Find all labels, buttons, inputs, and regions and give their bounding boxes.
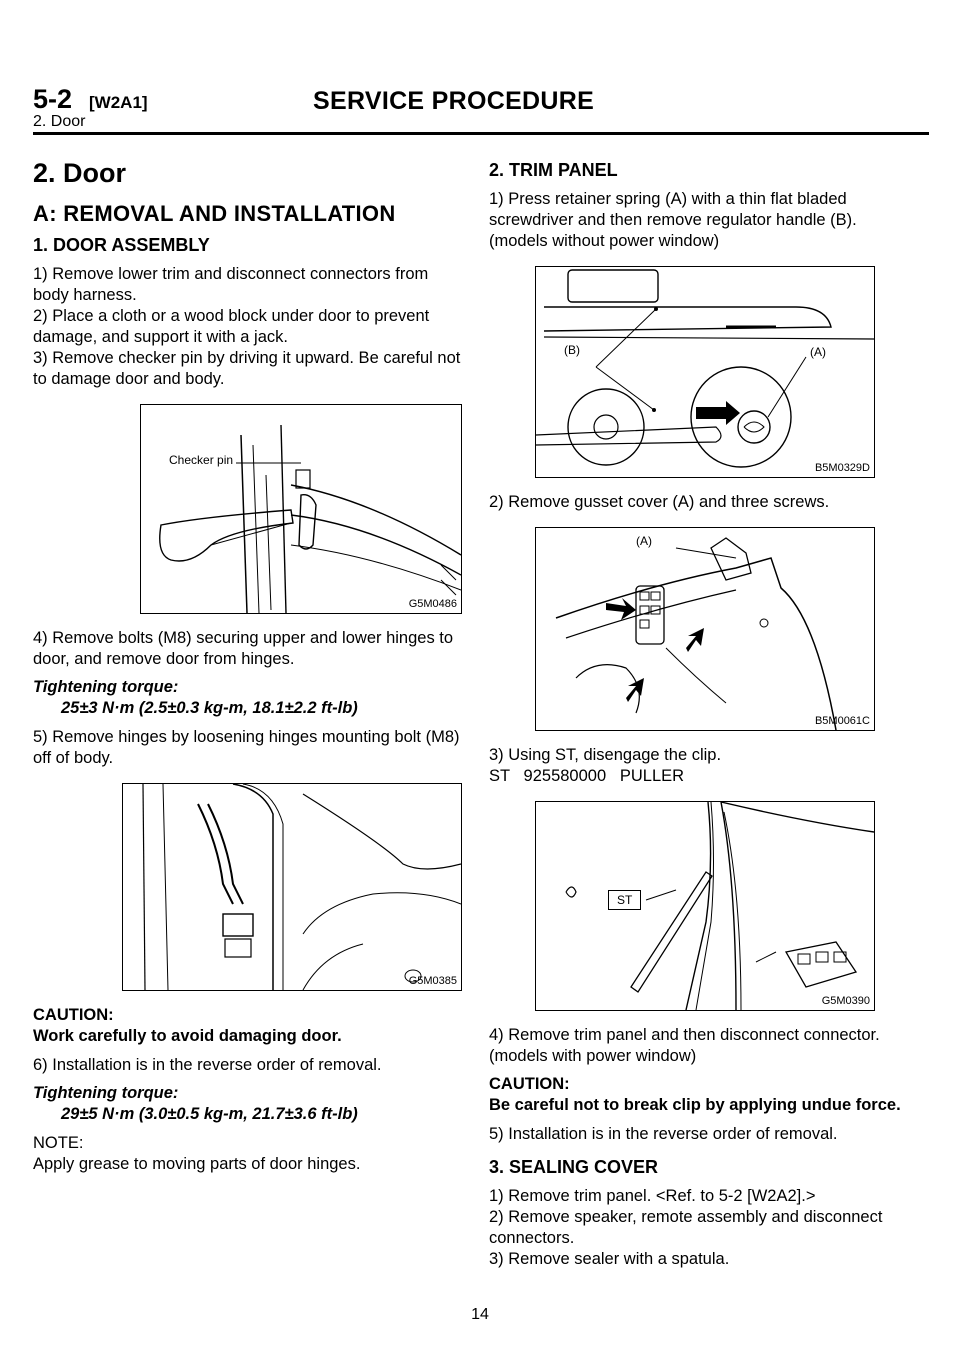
door-assembly-heading: 1. DOOR ASSEMBLY — [33, 235, 210, 255]
callout-a: (A) — [636, 534, 652, 548]
step-text: 4) Remove bolts (M8) securing upper and lower hinges to door, and remove door from hinges. — [33, 629, 454, 668]
step-text: 3) Remove checker pin by driving it upward. Be careful not to damage door and body. — [33, 349, 461, 388]
regulator-handle-illustration — [536, 267, 874, 477]
callout-b: (B) — [564, 343, 580, 357]
page-number: 14 — [471, 1306, 489, 1323]
step-text: 2) Remove speaker, remote assembly and disconnect connectors. — [489, 1208, 883, 1247]
figure-id: B5M0329D — [814, 462, 870, 474]
note-text: Apply grease to moving parts of door hinges. — [33, 1155, 361, 1173]
figure-checker-pin — [140, 404, 462, 614]
step-text: 1) Press retainer spring (A) with a thin flat bladed screwdriver and then remove regulator handle (B). (models without power window) — [489, 190, 857, 250]
caution-text: Work carefully to avoid damaging door. — [33, 1027, 342, 1045]
step-text: 4) Remove trim panel and then disconnect connector. (models with power window) — [489, 1026, 880, 1065]
header-section-number: 5-2 — [33, 84, 73, 114]
figure-id: B5M0061C — [814, 715, 870, 727]
step-text: 6) Installation is in the reverse order of removal. — [33, 1056, 382, 1074]
header-subtitle: 2. Door — [33, 113, 86, 130]
step-text: 5) Remove hinges by loosening hinges mounting bolt (M8) off of body. — [33, 728, 460, 767]
figure-id: G5M0486 — [408, 598, 457, 610]
sealing-cover-steps — [489, 1186, 919, 1270]
figure-hinge — [122, 783, 462, 991]
door-assembly-steps — [33, 264, 463, 390]
torque-label: Tightening torque: — [33, 678, 179, 696]
right-column — [489, 160, 919, 1284]
header-code: [W2A1] — [89, 93, 148, 112]
hinge-illustration — [123, 784, 461, 990]
left-column — [33, 150, 463, 1183]
torque-label: Tightening torque: — [33, 1084, 179, 1102]
figure-id: G5M0390 — [821, 995, 870, 1007]
torque-value: 25±3 N·m (2.5±0.3 kg-m, 18.1±2.2 ft-lb) — [61, 699, 358, 717]
step-text: 3) Using ST, disengage the clip. — [489, 746, 722, 764]
step-text: 1) Remove trim panel. <Ref. to 5-2 [W2A2].> — [489, 1187, 816, 1205]
figure-id: G5M0385 — [408, 975, 457, 987]
header-rule — [33, 132, 929, 135]
special-tool-line: ST 925580000 PULLER — [489, 767, 685, 785]
step-text: 1) Remove lower trim and disconnect connectors from body harness. — [33, 265, 429, 304]
page-header — [33, 84, 929, 136]
caution-text: Be careful not to break clip by applying undue force. — [489, 1096, 901, 1114]
figure-regulator-handle — [535, 266, 875, 478]
section-subtitle: A: REMOVAL AND INSTALLATION — [33, 201, 396, 226]
note-label: NOTE: — [33, 1134, 84, 1152]
trim-panel-heading: 2. TRIM PANEL — [489, 160, 618, 180]
checker-pin-callout: Checker pin — [169, 453, 234, 467]
special-tool-illustration — [536, 802, 874, 1010]
callout-a: (A) — [810, 345, 826, 359]
gusset-cover-illustration — [536, 528, 874, 730]
section-title: 2. Door — [33, 158, 127, 188]
torque-value: 29±5 N·m (3.0±0.5 kg-m, 21.7±3.6 ft-lb) — [61, 1105, 358, 1123]
special-tool-callout: ST — [608, 890, 641, 910]
step-text: 5) Installation is in the reverse order of removal. — [489, 1125, 838, 1143]
caution-label: CAUTION: — [33, 1006, 114, 1024]
header-title: SERVICE PROCEDURE — [313, 87, 595, 115]
sealing-cover-heading: 3. SEALING COVER — [489, 1157, 659, 1177]
step-text: 2) Remove gusset cover (A) and three screws. — [489, 493, 830, 511]
checker-pin-illustration — [141, 405, 461, 613]
step-text: 2) Place a cloth or a wood block under door to prevent damage, and support it with a jack. — [33, 307, 430, 346]
figure-special-tool — [535, 801, 875, 1011]
figure-gusset-cover — [535, 527, 875, 731]
step-text: 3) Remove sealer with a spatula. — [489, 1250, 730, 1268]
caution-label: CAUTION: — [489, 1075, 570, 1093]
